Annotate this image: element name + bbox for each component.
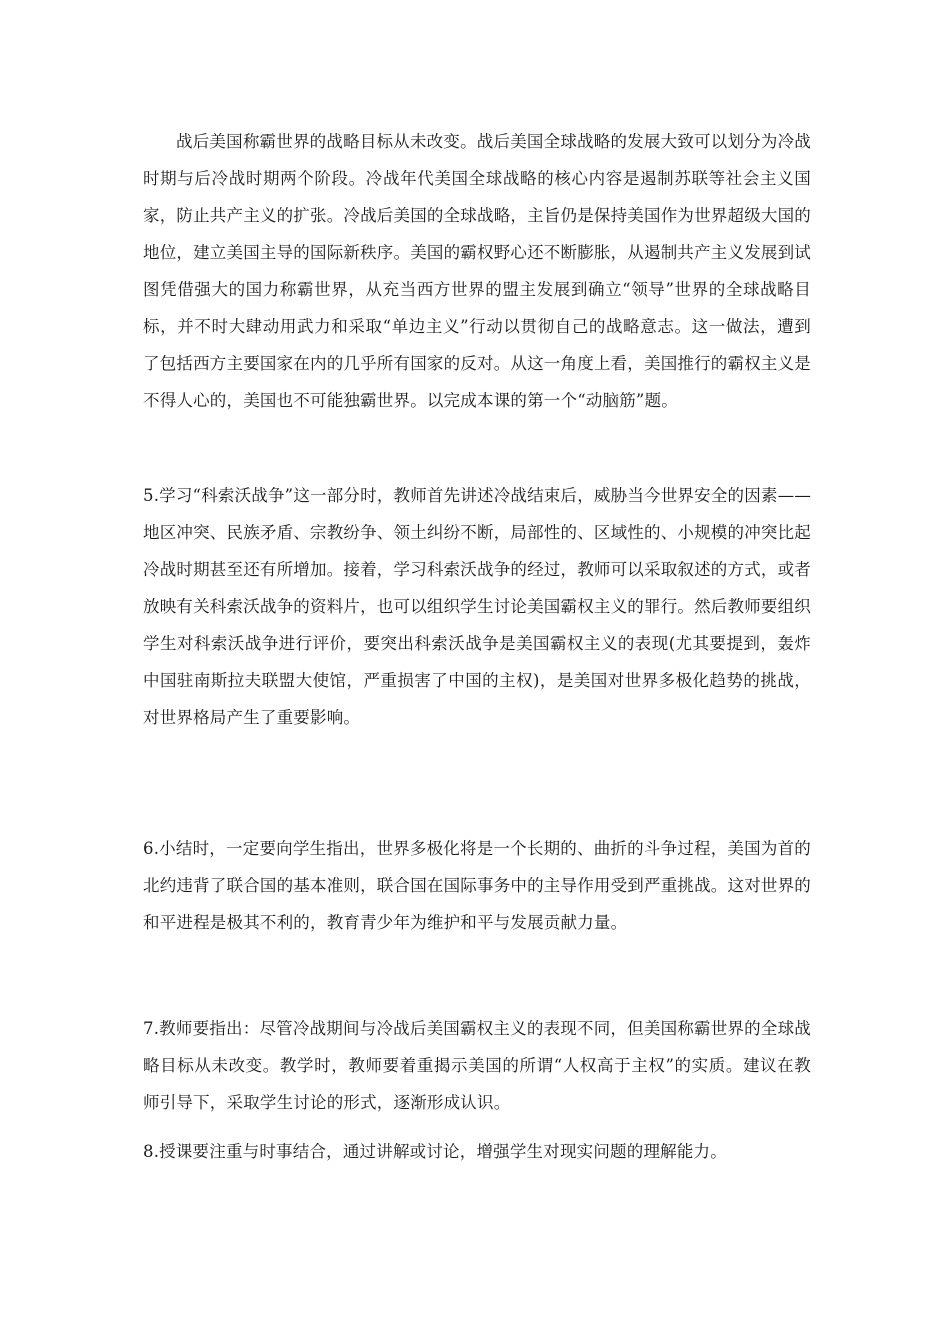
paragraph-item-8: 8.授课要注重与时事结合，通过讲解或讨论，增强学生对现实问题的理解能力。 <box>143 1142 727 1161</box>
paragraph-strategy-goal: 战后美国称霸世界的战略目标从未改变。战后美国全球战略的发展大致可以划分为冷战时期与后冷战时期两个阶段。冷战年代美国全球战略的核心内容是遏制苏联等社会主义国家，防止共产主义的扩张。冷战后美国的全球战略，主旨仍是保持美国作为世界超级大国的地位，建立美国主导的国际新秩序。美国的霸权野心还不断膨胀，从遏制共产主义发展到试图凭借强大的国力称霸世界，从充当西方世界的盟主发展到确立“领导”世界的全球战略目标，并不时大肆动用武力和采取“单边主义”行动以贯彻自己的战略意志。这一做法，遭到了包括西方主要国家在内的几乎所有国家的反对。从这一角度上看，美国推行的霸权主义是不得人心的，美国也不可能独霸世界。以完成本课的第一个“动脑筋”题。 <box>143 132 811 410</box>
paragraph-item-5: 5.学习“科索沃战争”这一部分时，教师首先讲述冷战结束后，威胁当今世界安全的因素——地区冲突、民族矛盾、宗教纷争、领土纠纷不断，局部性的、区域性的、小规模的冲突比起冷战时期甚至还有所增加。接着，学习科索沃战争的经过，教师可以采取叙述的方式，或者放映有关科索沃战争的资料片，也可以组织学生讨论美国霸权主义的罪行。然后教师要组织学生对科索沃战争进行评价，要突出科索沃战争是美国霸权主义的表现(尤其要提到，轰炸中国驻南斯拉夫联盟大使馆，严重损害了中国的主权)，是美国对世界多极化趋势的挑战，对世界格局产生了重要影响。 <box>143 486 812 727</box>
paragraph-item-6: 6.小结时，一定要向学生指出，世界多极化将是一个长期的、曲折的斗争过程，美国为首的北约违背了联合国的基本准则，联合国在国际事务中的主导作用受到严重挑战。这对世界的和平进程是极其不利的，教育青少年为维护和平与发展贡献力量。 <box>143 839 811 932</box>
paragraph-item-7: 7.教师要指出：尽管冷战期间与冷战后美国霸权主义的表现不同，但美国称霸世界的全球战略目标从未改变。教学时，教师要着重揭示美国的所谓“人权高于主权”的实质。建议在教师引导下，采取学生讨论的形式，逐渐形成认识。 <box>143 1019 811 1112</box>
